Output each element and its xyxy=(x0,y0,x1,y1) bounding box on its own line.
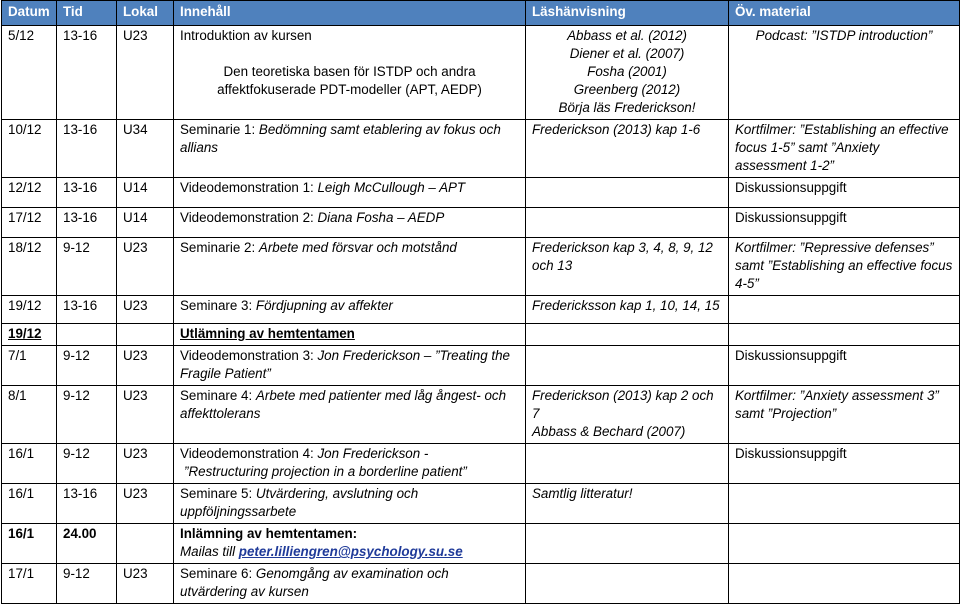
cell-room xyxy=(117,324,174,346)
content-subtitle: Den teoretiska basen för ISTDP och andra affektfokuserade PDT-modeller (APT, AEDP) xyxy=(217,64,482,97)
header-date: Datum xyxy=(2,1,57,26)
cell-time: 13-16 xyxy=(57,178,117,208)
reading-line: Frederickson (2013) kap 2 och 7 xyxy=(532,388,714,421)
content-title: Introduktion av kursen xyxy=(180,28,312,43)
table-row xyxy=(2,120,960,178)
content-prefix: Seminare 4: xyxy=(180,388,256,403)
cell-reading: Fredericksson kap 1, 10, 14, 15 xyxy=(526,296,729,324)
content-prefix: Videodemonstration 2: xyxy=(180,210,318,225)
email-link[interactable]: peter.lilliengren@psychology.su.se xyxy=(238,544,463,559)
cell-material: Kortfilmer: ”Establishing an effective focus 1-5” samt ”Anxiety assessment 1-2” xyxy=(729,120,960,178)
cell-room: U23 xyxy=(117,26,174,120)
content-topic: Utvärdering, avslutning och uppföljningssarbete xyxy=(180,486,419,519)
cell-time: 9-12 xyxy=(57,386,117,444)
content-topic: Arbete med patienter med låg ångest- och affekttolerans xyxy=(180,388,507,421)
cell-content xyxy=(174,208,526,238)
cell-time xyxy=(57,324,117,346)
table-row xyxy=(2,178,960,208)
header-row xyxy=(2,1,960,26)
table-row xyxy=(2,444,960,484)
cell-date: 16/1 xyxy=(2,484,57,524)
cell-room: U23 xyxy=(117,238,174,296)
cell-reading xyxy=(526,386,729,444)
cell-date: 8/1 xyxy=(2,386,57,444)
reading-line: Abbass et al. (2012) xyxy=(567,28,687,43)
mail-prefix: Mailas till xyxy=(180,544,239,559)
cell-room: U23 xyxy=(117,564,174,604)
table-row xyxy=(2,208,960,238)
cell-reading: Frederickson (2013) kap 1-6 xyxy=(526,120,729,178)
cell-reading: Samtlig litteratur! xyxy=(526,484,729,524)
cell-reading xyxy=(526,524,729,564)
content-topic: Diana Fosha – AEDP xyxy=(317,210,445,225)
cell-room: U23 xyxy=(117,444,174,484)
cell-room: U14 xyxy=(117,178,174,208)
cell-content xyxy=(174,484,526,524)
cell-time: 9-12 xyxy=(57,238,117,296)
content-prefix: Seminare 6: xyxy=(180,566,256,581)
cell-material: Diskussionsuppgift xyxy=(729,346,960,386)
reading-line: Diener et al. (2007) xyxy=(569,46,685,61)
cell-date: 16/1 xyxy=(2,524,57,564)
content-prefix: Videodemonstration 1: xyxy=(180,180,318,195)
cell-date: 17/1 xyxy=(2,564,57,604)
cell-reading xyxy=(526,178,729,208)
cell-material: Diskussionsuppgift xyxy=(729,178,960,208)
cell-content xyxy=(174,120,526,178)
cell-room: U23 xyxy=(117,386,174,444)
cell-time: 13-16 xyxy=(57,26,117,120)
cell-reading xyxy=(526,26,729,120)
cell-material: Kortfilmer: ”Repressive defenses” samt ”Establishing an effective focus 4-5” xyxy=(729,238,960,296)
cell-content: Utlämning av hemtentamen xyxy=(174,324,526,346)
content-topic: Leigh McCullough – APT xyxy=(317,180,466,195)
cell-date: 10/12 xyxy=(2,120,57,178)
content-topic: Jon Frederickson - xyxy=(317,446,429,461)
reading-line: Greenberg (2012) xyxy=(573,82,681,97)
cell-content xyxy=(174,444,526,484)
header-room: Lokal xyxy=(117,1,174,26)
cell-material: Kortfilmer: ”Anxiety assessment 3” samt ”Projection” xyxy=(729,386,960,444)
content-prefix: Seminarie 2: xyxy=(180,240,259,255)
table-row xyxy=(2,26,960,120)
cell-room xyxy=(117,524,174,564)
cell-room: U23 xyxy=(117,296,174,324)
table-row xyxy=(2,296,960,324)
cell-reading xyxy=(526,444,729,484)
cell-date: 7/1 xyxy=(2,346,57,386)
cell-date: 12/12 xyxy=(2,178,57,208)
cell-material xyxy=(729,484,960,524)
cell-time: 13-16 xyxy=(57,208,117,238)
table-row xyxy=(2,346,960,386)
cell-material xyxy=(729,564,960,604)
content-prefix: Videodemonstration 4: xyxy=(180,446,318,461)
cell-date: 17/12 xyxy=(2,208,57,238)
cell-content xyxy=(174,26,526,120)
reading-line: Abbass & Bechard (2007) xyxy=(532,424,686,439)
content-topic: Fördjupning av affekter xyxy=(255,298,393,313)
submission-title: Inlämning av hemtentamen: xyxy=(180,526,358,541)
cell-room: U34 xyxy=(117,120,174,178)
schedule-table xyxy=(1,0,960,604)
cell-reading: Frederickson kap 3, 4, 8, 9, 12 och 13 xyxy=(526,238,729,296)
cell-content xyxy=(174,524,526,564)
cell-reading xyxy=(526,208,729,238)
cell-content xyxy=(174,296,526,324)
cell-reading xyxy=(526,564,729,604)
cell-room: U23 xyxy=(117,484,174,524)
cell-content xyxy=(174,346,526,386)
table-row xyxy=(2,238,960,296)
cell-reading xyxy=(526,346,729,386)
cell-date: 19/12 xyxy=(2,324,57,346)
cell-time: 9-12 xyxy=(57,564,117,604)
content-prefix: Seminare 3: xyxy=(180,298,256,313)
cell-time: 13-16 xyxy=(57,120,117,178)
content-topic: Arbete med försvar och motstånd xyxy=(258,240,457,255)
cell-time: 24.00 xyxy=(57,524,117,564)
cell-material: Diskussionsuppgift xyxy=(729,208,960,238)
table-row xyxy=(2,484,960,524)
cell-content xyxy=(174,386,526,444)
content-prefix: Videodemonstration 3: xyxy=(180,348,318,363)
cell-time: 9-12 xyxy=(57,346,117,386)
reading-line: Fosha (2001) xyxy=(587,64,667,79)
cell-room: U23 xyxy=(117,346,174,386)
cell-content xyxy=(174,564,526,604)
cell-date: 5/12 xyxy=(2,26,57,120)
content-topic-continued: ”Restructuring projection in a borderline patient” xyxy=(184,464,467,479)
cell-room: U14 xyxy=(117,208,174,238)
cell-material xyxy=(729,296,960,324)
cell-time: 9-12 xyxy=(57,444,117,484)
cell-time: 13-16 xyxy=(57,484,117,524)
cell-reading xyxy=(526,324,729,346)
cell-material: Diskussionsuppgift xyxy=(729,444,960,484)
content-prefix: Seminarie 1: xyxy=(180,122,259,137)
cell-date: 16/1 xyxy=(2,444,57,484)
header-content: Innehåll xyxy=(174,1,526,26)
content-topic: Jon Frederickson – ”Treating the Fragile Patient” xyxy=(180,348,511,381)
table-row xyxy=(2,386,960,444)
cell-date: 18/12 xyxy=(2,238,57,296)
header-time: Tid xyxy=(57,1,117,26)
table-row xyxy=(2,524,960,564)
content-topic: Genomgång av examination och utvärdering av kursen xyxy=(180,566,449,599)
content-prefix: Seminare 5: xyxy=(180,486,256,501)
header-material: Öv. material xyxy=(729,1,960,26)
reading-line: Börja läs Frederickson! xyxy=(558,100,696,115)
cell-content xyxy=(174,238,526,296)
cell-content xyxy=(174,178,526,208)
content-topic: Bedömning samt etablering av fokus och allians xyxy=(180,122,501,155)
cell-material xyxy=(729,324,960,346)
cell-material: Podcast: ”ISTDP introduction” xyxy=(729,26,960,120)
cell-date: 19/12 xyxy=(2,296,57,324)
cell-time: 13-16 xyxy=(57,296,117,324)
table-row xyxy=(2,324,960,346)
header-reading: Läshänvisning xyxy=(526,1,729,26)
cell-material xyxy=(729,524,960,564)
table-row xyxy=(2,564,960,604)
